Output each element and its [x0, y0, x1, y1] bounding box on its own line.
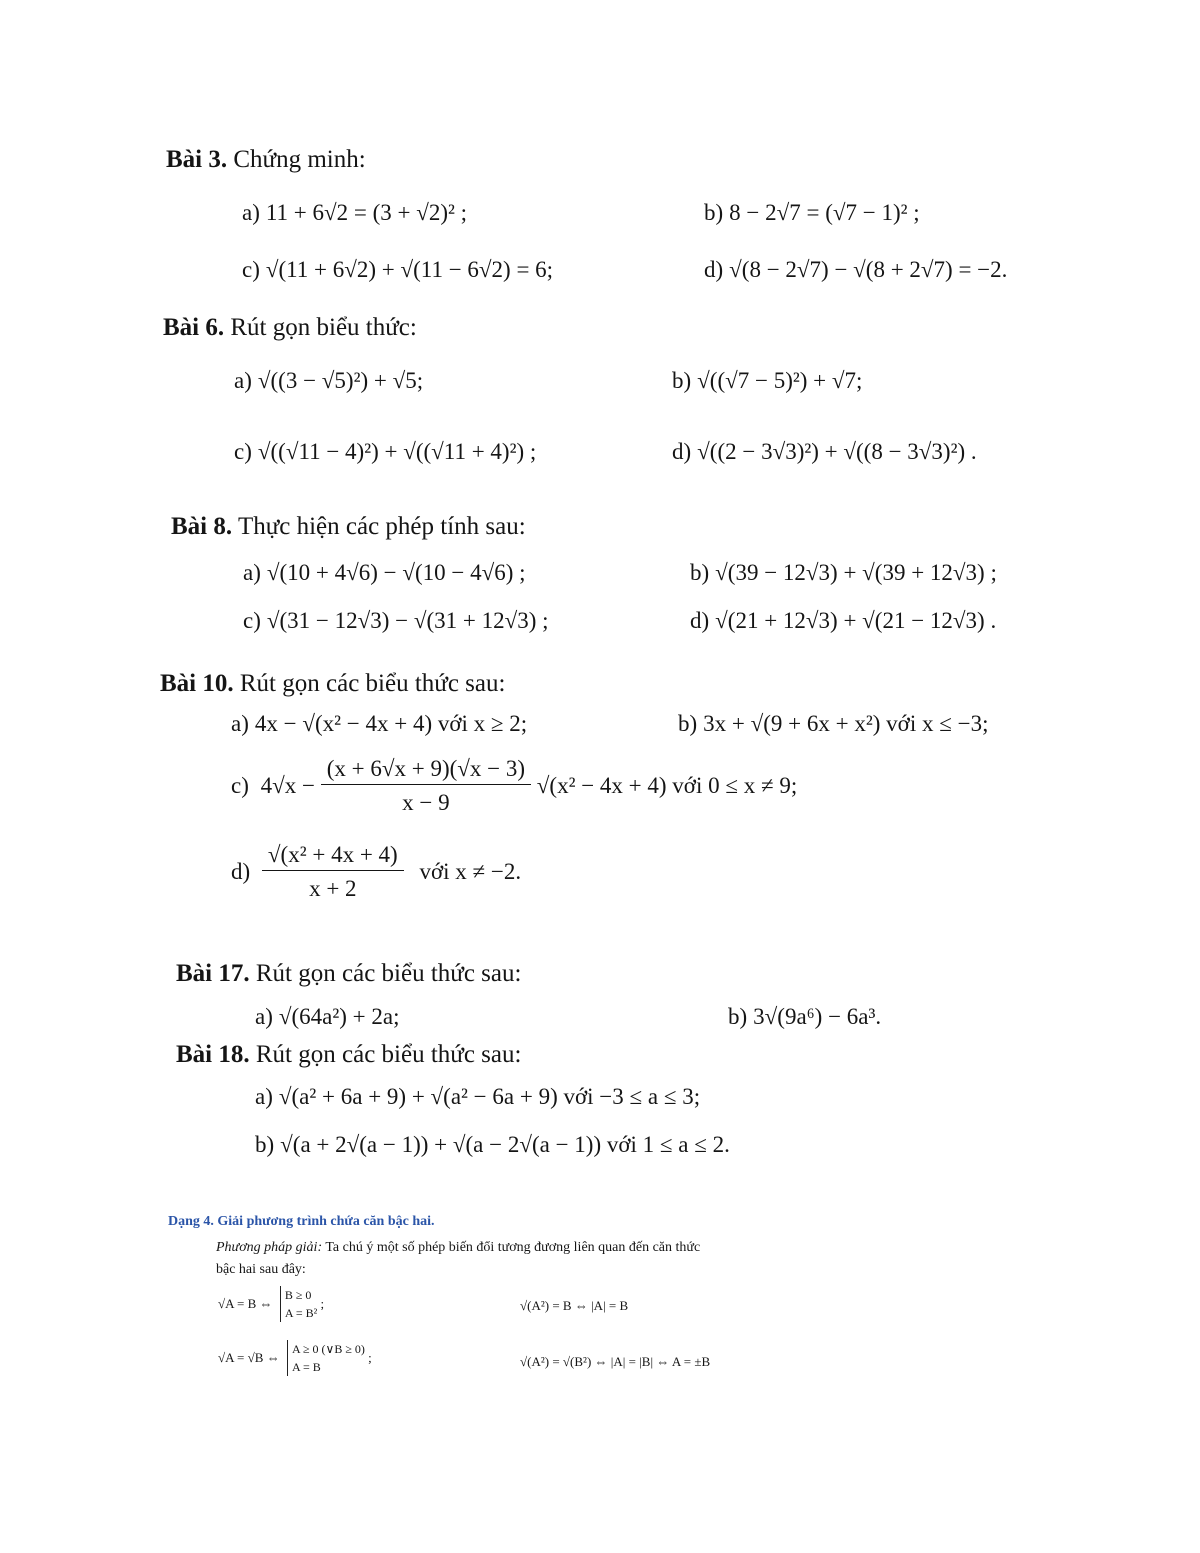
rule3-cond2: A = B: [291, 1360, 321, 1374]
bai18-a-expr: √(a² + 6a + 9) + √(a² − 6a + 9) với −3 ≤ a ≤ 3;: [278, 1084, 701, 1109]
dang4-method: [216, 1240, 700, 1256]
bai3-instruction: Chứng minh:: [233, 146, 366, 173]
bai18-instruction: Rút gọn các biểu thức sau:: [255, 1041, 522, 1068]
bai10-c-numerator: (x + 6√x + 9)(√x − 3): [321, 757, 531, 785]
bai6-b: [672, 369, 862, 392]
bai10-c-lead: 4√x −: [260, 773, 315, 798]
bai10-a: [231, 712, 527, 735]
bai10-b-label: b): [678, 711, 698, 736]
bai6-b-expr: √((√7 − 5)²) + √7;: [697, 368, 863, 393]
rule-3: [218, 1340, 372, 1376]
bai17-b-label: b): [728, 1004, 748, 1029]
bai6-instruction: Rút gọn biểu thức:: [230, 314, 417, 341]
bai3-b-label: b): [704, 200, 724, 225]
rule3-conditions: [287, 1340, 365, 1376]
bai17-b: [728, 1005, 881, 1028]
bai6-title: [163, 314, 417, 342]
bai3-c-label: c): [242, 257, 260, 282]
bai10-c-label: c): [231, 773, 249, 798]
bai6-number: Bài 6.: [163, 314, 225, 341]
bai8-b: [690, 561, 997, 584]
dang4-method-label: Phương pháp giải:: [216, 1240, 323, 1255]
rule1-cond1: B ≥ 0: [284, 1288, 312, 1302]
bai8-title: [171, 513, 526, 541]
bai10-a-expr: 4x − √(x² − 4x + 4) với x ≥ 2;: [254, 711, 528, 736]
bai10-number: Bài 10.: [160, 670, 234, 697]
bai3-c: [242, 258, 553, 281]
bai8-d-expr: √(21 + 12√3) + √(21 − 12√3) .: [715, 608, 997, 633]
bai8-c: [243, 609, 549, 632]
bai10-c-tail: √(x² − 4x + 4) với 0 ≤ x ≠ 9;: [536, 773, 798, 798]
bai8-d: [690, 609, 996, 632]
rule3-lhs: √A = √B ⇔: [218, 1350, 280, 1365]
bai8-a-label: a): [243, 560, 261, 585]
bai17-a-expr: √(64a²) + 2a;: [278, 1004, 400, 1029]
bai10-b-expr: 3x + √(9 + 6x + x²) với x ≤ −3;: [703, 711, 989, 736]
rule-4: √(A²) = √(B²) ⇔ |A| = |B| ⇔ A = ±B: [520, 1354, 711, 1369]
bai3-a-label: a): [242, 200, 260, 225]
bai10-a-label: a): [231, 711, 249, 736]
bai10-c-denominator: x − 9: [402, 790, 450, 815]
bai6-d-expr: √((2 − 3√3)²) + √((8 − 3√3)²) .: [697, 439, 977, 464]
bai6-c-label: c): [234, 439, 252, 464]
bai10-d: [231, 843, 521, 900]
rule-2: √(A²) = B ⇔ |A| = B: [520, 1298, 629, 1313]
bai6-a-label: a): [234, 368, 252, 393]
bai6-c-expr: √((√11 − 4)²) + √((√11 + 4)²) ;: [257, 439, 537, 464]
bai8-c-label: c): [243, 608, 261, 633]
bai8-instruction: Thực hiện các phép tính sau:: [237, 513, 526, 540]
bai3-a-expr: 11 + 6√2 = (3 + √2)² ;: [265, 200, 468, 225]
rule-1: [218, 1286, 324, 1322]
bai18-a-label: a): [255, 1084, 273, 1109]
bai6-a-expr: √((3 − √5)²) + √5;: [257, 368, 424, 393]
bai10-b: [678, 712, 988, 735]
bai3-d: [704, 258, 1007, 281]
bai3-d-label: d): [704, 257, 724, 282]
bai17-title: [176, 960, 521, 988]
rule3-end: ;: [368, 1350, 372, 1365]
bai6-c: [234, 440, 536, 463]
bai6-d: [672, 440, 977, 463]
bai8-a-expr: √(10 + 4√6) − √(10 − 4√6) ;: [266, 560, 526, 585]
bai3-a: [242, 201, 467, 224]
bai8-number: Bài 8.: [171, 513, 233, 540]
bai18-b: [255, 1133, 730, 1156]
bai8-a: [243, 561, 526, 584]
bai3-b-expr: 8 − 2√7 = (√7 − 1)² ;: [729, 200, 920, 225]
bai3-b: [704, 201, 920, 224]
bai17-instruction: Rút gọn các biểu thức sau:: [255, 960, 522, 987]
bai18-b-expr: √(a + 2√(a − 1)) + √(a − 2√(a − 1)) với 1 ≤ a ≤ 2.: [280, 1132, 730, 1157]
bai8-b-label: b): [690, 560, 710, 585]
bai17-b-expr: 3√(9a⁶) − 6a³.: [753, 1004, 882, 1029]
bai8-c-expr: √(31 − 12√3) − √(31 + 12√3) ;: [266, 608, 549, 633]
bai10-d-label: d): [231, 859, 251, 884]
bai3-number: Bài 3.: [166, 146, 228, 173]
rule1-conditions: [280, 1286, 317, 1322]
bai6-a: [234, 369, 423, 392]
bai8-b-expr: √(39 − 12√3) + √(39 + 12√3) ;: [715, 560, 997, 585]
bai3-title: [166, 146, 366, 174]
bai10-d-denominator: x + 2: [309, 876, 357, 901]
bai18-title: [176, 1041, 521, 1069]
bai10-c: [231, 757, 797, 814]
bai6-d-label: d): [672, 439, 692, 464]
bai18-number: Bài 18.: [176, 1041, 250, 1068]
rule1-end: ;: [320, 1296, 325, 1311]
dang4-method-text2: bậc hai sau đây:: [216, 1262, 306, 1277]
bai17-number: Bài 17.: [176, 960, 250, 987]
rule1-cond2: A = B²: [284, 1306, 318, 1320]
bai10-d-tail: với x ≠ −2.: [419, 859, 522, 884]
bai10-instruction: Rút gọn các biểu thức sau:: [239, 670, 506, 697]
bai10-c-fraction: [321, 757, 531, 814]
bai8-d-label: d): [690, 608, 710, 633]
rule3-cond1: A ≥ 0 (∨B ≥ 0): [291, 1342, 365, 1356]
bai3-c-expr: √(11 + 6√2) + √(11 − 6√2) = 6;: [265, 257, 554, 282]
bai18-a: [255, 1085, 700, 1108]
bai17-a-label: a): [255, 1004, 273, 1029]
bai10-title: [160, 670, 505, 698]
bai18-b-label: b): [255, 1132, 275, 1157]
bai3-d-expr: √(8 − 2√7) − √(8 + 2√7) = −2.: [729, 257, 1008, 282]
bai17-a: [255, 1005, 400, 1028]
bai10-d-fraction: [262, 843, 404, 900]
dang4-method-text: Ta chú ý một số phép biến đổi tương đương liên quan đến căn thức: [325, 1240, 701, 1255]
bai10-d-numerator: √(x² + 4x + 4): [262, 843, 404, 871]
bai6-b-label: b): [672, 368, 692, 393]
rule1-lhs: √A = B ⇔: [218, 1296, 273, 1311]
dang4-title: Dạng 4. Giải phương trình chứa căn bậc hai.: [168, 1214, 435, 1229]
